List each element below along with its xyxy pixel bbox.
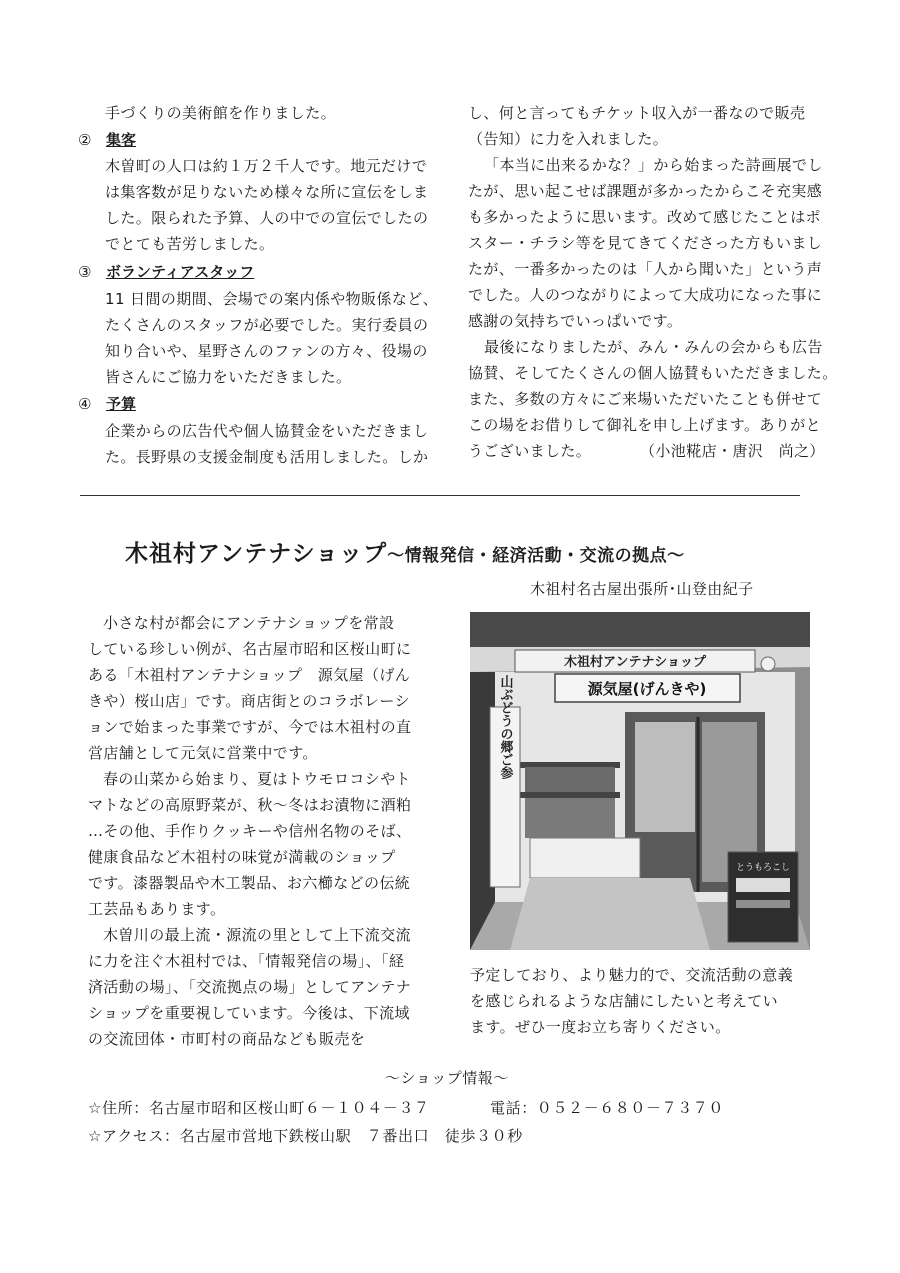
article-subtitle: ～情報発信・経済活動・交流の拠点～ [387, 546, 685, 566]
article-line: 予定しており、より魅力的で、交流活動の意義 [470, 966, 794, 984]
article-line: …その他、手作りクッキーや信州名物のそば、 [88, 822, 412, 840]
photo-board-title: とうもろこし [735, 863, 791, 873]
article-line: ます。ぜひ一度お立ち寄りください。 [470, 1018, 731, 1036]
item-heading-audience [78, 127, 136, 154]
body-line: 皆さんにご協力をいただきました。 [105, 368, 352, 386]
article-line: 営店舗として元気に営業中です。 [88, 744, 318, 762]
body-line: でとても苦労しました。 [105, 235, 275, 253]
item-title: ボランティアスタッフ [106, 263, 255, 281]
body-line: でした。人のつながりによって大成功になった事に [468, 286, 823, 304]
article-line: 春の山菜から始まり、夏はトウモロコシやト [103, 770, 411, 788]
item-title: 集客 [106, 131, 137, 149]
body-line: は集客数が足りないため様々な所に宣伝をしま [105, 183, 429, 201]
item-title: 予算 [106, 395, 137, 413]
photo-sign-top: 木祖村アンテナショップ [564, 655, 706, 670]
body-line: 協賛、そしてたくさんの個人協賛もいただきました。 [468, 364, 838, 382]
body-line: 最後になりましたが、みん・みんの会からも広告 [484, 338, 823, 356]
article-author: 木祖村名古屋出張所･山登由紀子 [530, 580, 754, 598]
body-line: スター・チラシ等を見てきてくださった方もいまし [468, 234, 823, 252]
shop-access: ☆アクセス：名古屋市営地下鉄桜山駅 ７番出口 徒歩３０秒 [88, 1127, 523, 1145]
shop-phone: 電話：０５２－６８０－７３７０ [490, 1099, 725, 1117]
body-line: 感謝の気持ちでいっぱいです。 [468, 312, 683, 330]
article-title [125, 535, 805, 568]
article-line: です。漆器製品や木工製品、お六櫛などの伝統 [88, 874, 411, 892]
body-line: たが、一番多かったのは「人から聞いた」という声 [468, 260, 823, 278]
article-line: の交流団体・市町村の商品なども販売を [88, 1030, 366, 1048]
article-line: ョンで始まった事業ですが、今では木祖村の直 [88, 718, 412, 736]
body-line: 企業からの広告代や個人協賛金をいただきまし [105, 422, 429, 440]
body-line: この場をお借りして御礼を申し上げます。ありがと [468, 416, 822, 434]
photo-sign-main: 源気屋(げんきや) [587, 680, 707, 698]
item-number: ④ [78, 395, 92, 413]
photo-banner: 山ぶどうの郷ご参 [497, 675, 513, 779]
article-line: している珍しい例が、名古屋市昭和区桜山町に [88, 640, 412, 658]
item-number: ③ [78, 263, 92, 281]
article-line: 小さな村が都会にアンテナショップを常設 [103, 614, 395, 632]
article-line: マトなどの高原野菜が、秋～冬はお漬物に酒粕 [88, 796, 412, 814]
intro-line: 手づくりの美術館を作りました。 [105, 104, 337, 122]
body-line: 知り合いや、星野さんのファンの方々、役場の [105, 342, 428, 360]
article-line: ショップを重要視しています。今後は、下流域 [88, 1004, 410, 1022]
body-line: うございました。 [468, 442, 592, 460]
body-line: し、何と言ってもチケット収入が一番なので販売 [468, 104, 806, 122]
body-line: 「本当に出来るかな？」から始まった詩画展でし [484, 156, 823, 174]
item-heading-budget [78, 391, 136, 418]
item-number: ② [78, 131, 92, 149]
article-line: 済活動の場」、「交流拠点の場」としてアンテナ [88, 978, 412, 996]
body-line: また、多数の方々にご来場いただいたことも併せて [468, 390, 823, 408]
article-line: ある「木祖村アンテナショップ 源気屋（げん [88, 666, 411, 684]
article-line: 木曽川の最上流・源流の里として上下流交流 [103, 926, 412, 944]
article-line: 健康食品など木祖村の味覚が満載のショップ [88, 848, 396, 866]
body-line: 11 日間の期間、会場での案内係や物販係など、 [105, 290, 439, 308]
signature: （小池糀店・唐沢 尚之） [640, 442, 825, 460]
article-line: 工芸品もあります。 [88, 900, 226, 918]
article-line: を感じられるような店舗にしたいと考えてい [470, 992, 779, 1010]
article-title-main: 木祖村アンテナショップ [125, 541, 388, 567]
body-line: も多かったように思います。改めて感じたことはポ [468, 208, 822, 226]
article-line: に力を注ぐ木祖村では、「情報発信の場」、「経 [88, 952, 405, 970]
shop-info-title: ～ショップ情報～ [385, 1069, 509, 1087]
section-divider [80, 495, 800, 496]
shop-photo [470, 612, 810, 950]
body-line: たが、思い起こせば課題が多かったからこそ充実感 [468, 182, 823, 200]
item-heading-volunteers [78, 259, 254, 286]
article-line: きや）桜山店」です。商店街とのコラボレーシ [88, 692, 410, 710]
body-line: した。限られた予算、人の中での宣伝でしたの [105, 209, 429, 227]
body-line: たくさんのスタッフが必要でした。実行委員の [105, 316, 429, 334]
body-line: 木曽町の人口は約１万２千人です。地元だけで [105, 157, 428, 175]
shop-address: ☆住所：名古屋市昭和区桜山町６－１０４－３７ [88, 1099, 430, 1117]
body-line: （告知）に力を入れました。 [468, 130, 669, 148]
body-line: た。長野県の支援金制度も活用しました。しか [105, 448, 429, 466]
